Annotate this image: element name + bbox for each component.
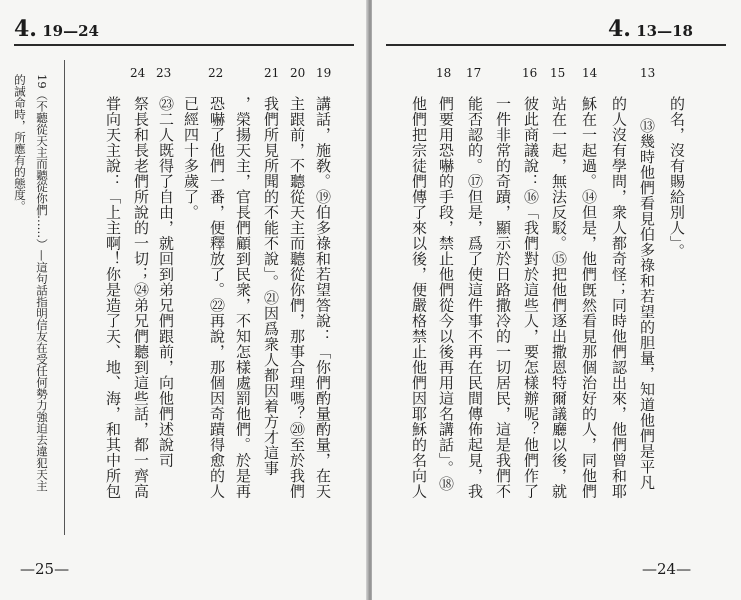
right-page <box>372 0 741 600</box>
right-verse-number: 15 <box>550 66 566 80</box>
left-text-column: 已經四十多歲了。 <box>182 96 200 220</box>
right-text-column: 穌在一起過。⑭但是，他們旣然看見那個治好的人，同他們 <box>580 96 598 499</box>
right-text-column: 站在一起，無法反駁。⑮把他們逐出撒恩特爾議廳以後，就 <box>550 96 568 499</box>
left-verse-number: 19 <box>316 66 332 80</box>
left-text-column: 講話，施敎。⑲伯多祿和若望答說：「你們酌量酌量，在天 <box>314 96 332 499</box>
right-page-number: —24— <box>642 560 692 578</box>
left-verse-number: 24 <box>130 66 146 80</box>
right-text-column: 的人沒有學問，衆人都奇怪；同時他們認出來，他們曾和耶 <box>610 96 628 499</box>
right-page-header <box>608 16 693 42</box>
right-text-column: 的名，沒有賜給別人」。 <box>668 96 686 259</box>
left-footnote-line-1: 19（不聽從天主而聽從你們……）—這句話指明信友在受任何勢力強迫去違犯天主 <box>35 74 49 492</box>
right-text-column: 彼此商議說：⑯「我們對於這些人，要怎樣辦呢？他們作了 <box>522 96 540 499</box>
left-text-column: ㉓二人既得了自由，就回到弟兄們跟前，向他們述說司 <box>157 96 175 468</box>
right-text-column: 他們把宗徒們傳了來以後，便嚴格禁止他們因耶穌的名向人 <box>410 96 428 499</box>
right-text-column: 一件非常的奇蹟，顯示於日路撒冷的一切居民，這是我們不 <box>494 96 512 499</box>
right-text-column: 能否認的。⑰但是，爲了使這件事不再在民間傳佈起見，我 <box>466 96 484 499</box>
left-verse-number: 22 <box>208 66 224 80</box>
right-text-column: 們要用恐嚇的手段，禁止他們從今以後再用這名講話」。⑱ <box>437 96 455 492</box>
left-text-column: 祭長和長老們所說的一切；㉔弟兄們聽到這些話，都一齊高 <box>132 96 150 499</box>
left-text-column: 我們所見所聞的不能不說」。㉑因爲衆人都因着方才這事 <box>262 96 280 476</box>
right-text-column: ⑬幾時他們看見伯多祿和若望的胆量，知道他們是平凡 <box>638 118 656 490</box>
left-header-rule <box>14 44 354 46</box>
left-page-number: —25— <box>20 560 70 578</box>
left-page <box>0 0 368 600</box>
left-footnote-divider <box>64 60 65 535</box>
left-text-column: ，榮揚天主，官長們顧到民衆，不知怎樣處罰他們。於是再 <box>234 96 252 499</box>
right-verse-number: 16 <box>522 66 538 80</box>
left-text-column: 恐嚇了他們一番，便釋放了。㉒再說，那個因奇蹟得愈的人 <box>208 96 226 499</box>
left-page-header <box>14 16 99 42</box>
left-text-column: 甞向天主說：「上主啊！你是造了天、地、海，和其中所包 <box>104 96 122 499</box>
left-verse-range: 19—24 <box>42 22 99 40</box>
left-verse-number: 20 <box>290 66 306 80</box>
left-chapter-number: 4. <box>14 16 37 42</box>
right-verse-number: 17 <box>466 66 482 80</box>
left-footnote-line-2: 的誡命時，所應有的態度。 <box>13 74 27 212</box>
right-verse-range: 13—18 <box>636 22 693 40</box>
left-verse-number: 23 <box>156 66 172 80</box>
right-chapter-number: 4. <box>608 16 631 42</box>
left-verse-number: 21 <box>264 66 280 80</box>
left-text-column: 主跟前，不聽從天主而聽從你們，那事合理嗎？⑳至於我們 <box>288 96 306 499</box>
right-verse-number: 13 <box>640 66 656 80</box>
right-header-rule <box>386 44 726 46</box>
right-verse-number: 14 <box>582 66 598 80</box>
right-verse-number: 18 <box>436 66 452 80</box>
